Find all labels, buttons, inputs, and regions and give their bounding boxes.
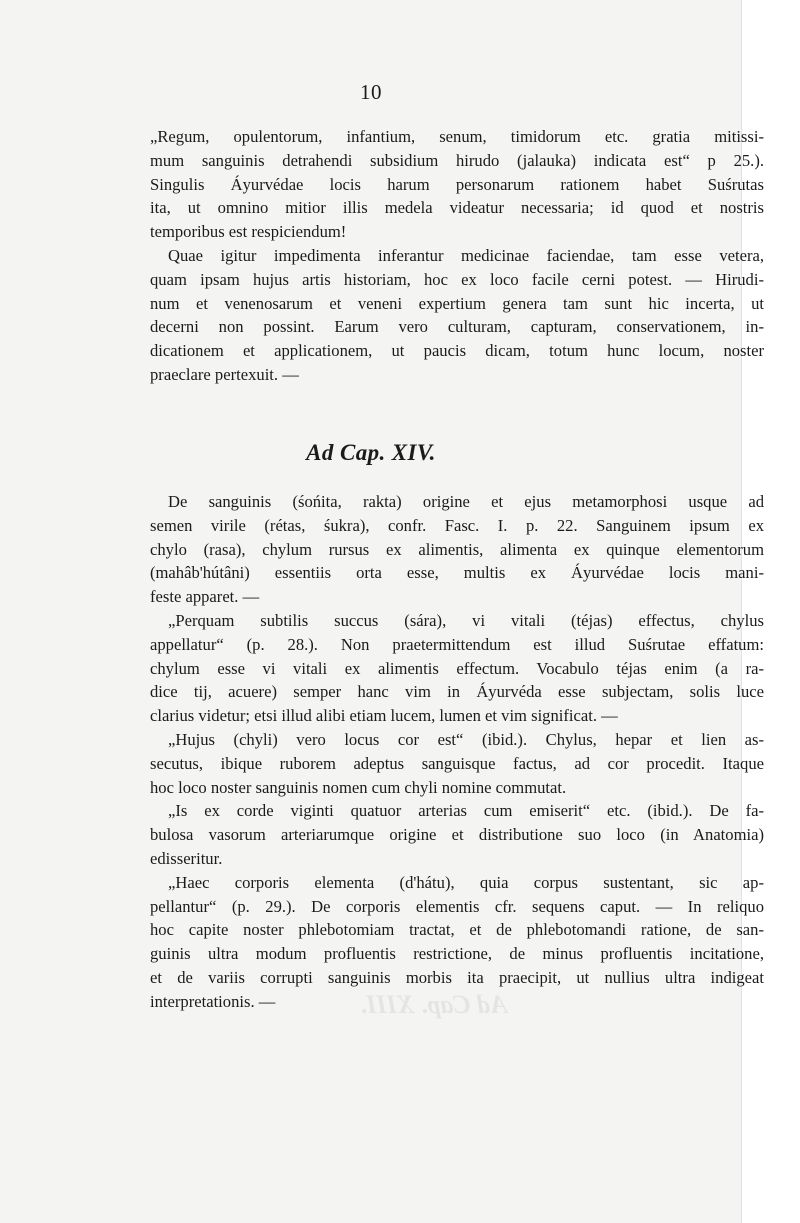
text-line: secutus, ibique ruborem adeptus sanguisque factus, ad cor procedit. Itaque <box>150 753 764 773</box>
text-line: semen virile (rétas, śukra), confr. Fasc. I. p. 22. Sanguinem ipsum ex <box>150 515 764 535</box>
text-line: De sanguinis (śońita, rakta) origine et ejus metamorphosi usque ad <box>168 492 764 511</box>
text-line: appellatur“ (p. 28.). Non praetermittendum est illud Suśrutae effatum: <box>150 634 764 654</box>
text-line: praeclare pertexuit. — <box>150 364 299 384</box>
text-line: „Is ex corde viginti quatuor arterias cum emiserit“ etc. (ibid.). De fa- <box>168 801 764 821</box>
text-line: feste apparet. — <box>150 587 260 607</box>
text-block-upper <box>150 125 764 387</box>
bleed-through-heading: Ad Cap. XIII. <box>360 990 508 1019</box>
text-line: temporibus est respiciendum! <box>150 222 347 242</box>
text-line: Quae igitur impedimenta inferantur medicinae faciendae, tam esse vetera, <box>168 245 764 265</box>
text-line: „Haec corporis elementa (d'hátu), quia corpus sustentant, sic ap- <box>168 872 764 892</box>
text-line: hoc loco noster sanguinis nomen cum chyli nomine commutat. <box>150 777 567 797</box>
text-line: chylo (rasa), chylum rursus ex alimentis, alimenta ex quinque elementorum <box>150 539 764 559</box>
text-line: dicationem et applicationem, ut paucis dicam, totum hunc locum, noster <box>150 341 764 361</box>
text-line: bulosa vasorum arteriarumque origine et distributione suo loco (in Anatomia) <box>150 825 764 845</box>
text-line: „Regum, opulentorum, infantium, senum, timidorum etc. gratia mitissi- <box>150 127 764 146</box>
text-line: dice tij, acuere) semper hanc vim in Áyurvéda esse subjectam, solis luce <box>150 682 764 702</box>
text-line: interpretationis. — <box>150 991 276 1011</box>
text-line: quam ipsam hujus artis historiam, hoc ex loco facile cerni potest. — Hirudi- <box>150 269 764 289</box>
text-line: edisseritur. <box>150 848 223 868</box>
text-line: guinis ultra modum profluentis restrictione, de minus profluentis incitatione, <box>150 944 764 964</box>
text-line: Singulis Áyurvédae locis harum personarum rationem habet Suśrutas <box>150 174 764 194</box>
text-line: „Hujus (chyli) vero locus cor est“ (ibid.). Chylus, hepar et lien as- <box>168 729 764 749</box>
page-number: 10 <box>360 80 382 104</box>
text-line: decerni non possint. Earum vero culturam, capturam, conservationem, in- <box>150 317 764 337</box>
text-line: mum sanguinis detrahendi subsidium hirudo (jalauka) indicata est“ p 25.). <box>150 150 764 170</box>
text-line: clarius videtur; etsi illud alibi etiam lucem, lumen et vim significat. — <box>150 706 618 726</box>
text-line: hoc capite noster phlebotomiam tractat, et de phlebotomandi ratione, de san- <box>150 920 764 940</box>
section-heading: Ad Cap. XIV. <box>306 440 436 465</box>
text-line: num et venenosarum et veneni expertium genera tam sunt hic incerta, ut <box>150 293 764 313</box>
text-line: et de variis corrupti sanguinis morbis ita praecipit, ut nullius ultra indigeat <box>150 967 764 987</box>
text-line: ita, ut omnino mitior illis medela videatur necessaria; id quod et nostris <box>150 198 764 218</box>
text-line: chylum esse vi vitali ex alimentis effectum. Vocabulo téjas enim (a ra- <box>150 658 764 678</box>
text-line: (mahâb'hútâni) essentiis orta esse, multis ex Áyurvédae locis mani- <box>150 563 764 583</box>
text-block-lower <box>150 490 764 1014</box>
text-line: „Perquam subtilis succus (sára), vi vitali (téjas) effectus, chylus <box>168 610 764 630</box>
text-line: pellantur“ (p. 29.). De corporis elementis cfr. sequens caput. — In reliquo <box>150 896 764 916</box>
